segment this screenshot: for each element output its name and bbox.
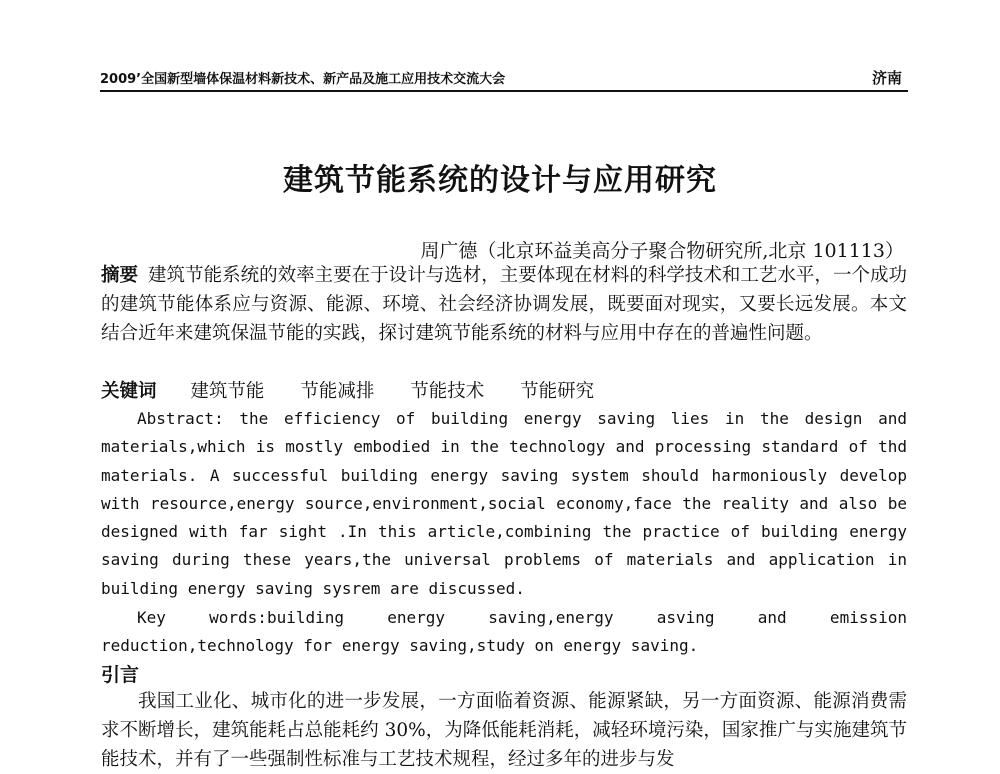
- keyword: 节能减排: [300, 381, 375, 402]
- keywords-label: 关键词: [101, 381, 157, 402]
- conference-name: 2009’全国新型墙体保温材料新技术、新产品及施工应用技术交流大会: [100, 72, 506, 87]
- keywords-chinese: [101, 377, 907, 406]
- conference-city: 济南: [871, 69, 902, 87]
- keywords-english: Key words:building energy saving,energy asving and emission reduction,technology for energy saving,study on energy saving.: [101, 608, 907, 656]
- running-header: [100, 62, 908, 92]
- section-heading-intro: 引言: [101, 664, 140, 686]
- abstract-label: 摘要: [101, 265, 139, 286]
- abstract-english: Abstract: the efficiency of building energy saving lies in the design and materials,which is mostly embodied in the technology and processing standard of thd materials. A successful building energy saving system should harmoniously develop with resource,energy source,environment,social economy,face the reality and also be designed with far sight .In this article,combining the practice of building energy saving during these years,the universal problems of materials and application in building energy saving sysrem are discussed.: [101, 409, 907, 598]
- keyword: 建筑节能: [190, 381, 265, 402]
- abstract-text: 建筑节能系统的效率主要在于设计与选材，主要体现在材料的科学技术和工艺水平，一个成功的建筑节能体系应与资源、能源、环境、社会经济协调发展，既要面对现实，又要长远发展。本文结合近年来建筑保温节能的实践，探讨建筑节能系统的材料与应用中存在的普遍性问题。: [101, 265, 907, 344]
- paper-title: 建筑节能系统的设计与应用研究: [283, 163, 717, 198]
- author-affiliation: 周广德（北京环益美高分子聚合物研究所,北京 101113）: [420, 240, 904, 262]
- abstract-chinese: [101, 261, 907, 348]
- keyword: 节能技术: [410, 381, 485, 402]
- keyword: 节能研究: [520, 381, 595, 402]
- intro-paragraph: 我国工业化、城市化的进一步发展，一方面临着资源、能源紧缺，另一方面资源、能源消费需求不断增长，建筑能耗占总能耗约 30%，为降低能耗消耗，减轻环境污染，国家推广与实施建筑节能技术，并有了一些强制性标准与工艺技术规程，经过多年的进步与发: [101, 691, 907, 770]
